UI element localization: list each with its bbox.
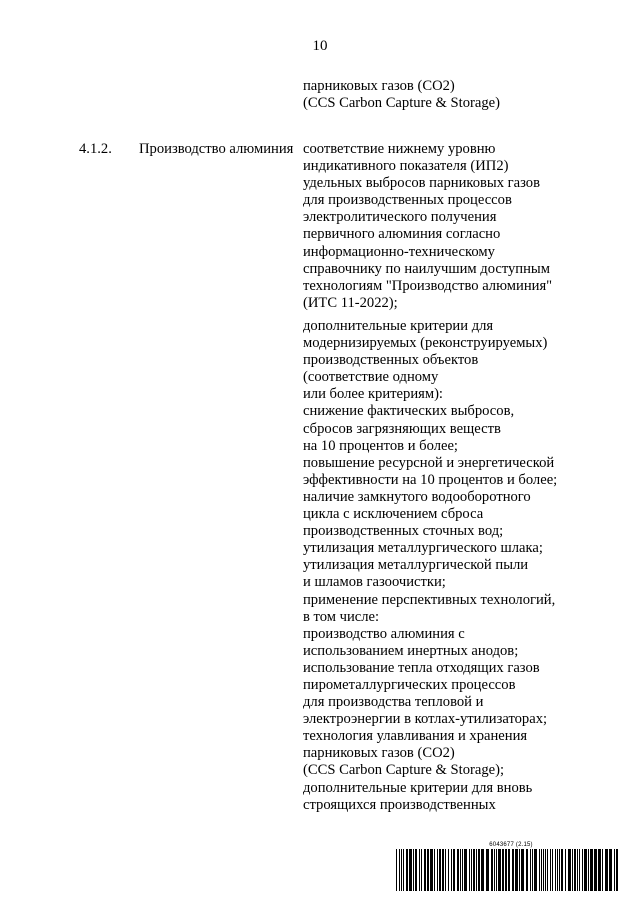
barcode-code: 6043677 (2.15) (489, 842, 533, 848)
text-line: использованием инертных анодов; (303, 642, 519, 659)
text-line: или более критериям): (303, 386, 443, 403)
page-number: 10 (312, 38, 328, 54)
document-barcode (396, 842, 618, 891)
text-line: в том числе: (303, 608, 380, 625)
text-line: (соответствие одному (303, 369, 439, 386)
text-line: (ИТС 11-2022); (303, 294, 398, 311)
text-line: сбросов загрязняющих веществ (303, 420, 501, 437)
text-line: пирометаллургических процессов (303, 676, 516, 693)
text-line: утилизация металлургической пыли (303, 557, 529, 574)
text-line: производство алюминия с (303, 625, 465, 642)
item-number: 4.1.2. (79, 141, 112, 157)
criterion-additional-text (303, 318, 623, 814)
text-line: (CCS Carbon Capture & Storage); (303, 762, 505, 779)
text-line: справочнику по наилучшим доступным (303, 260, 550, 277)
text-line: строящихся производственных (303, 796, 496, 813)
text-line: модернизируемых (реконструируемых) (303, 335, 548, 352)
text-line: электролитического получения (303, 209, 497, 226)
text-line: для производства тепловой и (303, 694, 484, 711)
criterion-primary-text (303, 141, 623, 312)
text-line: и шламов газоочистки; (303, 574, 446, 591)
text-line: технология улавливания и хранения (303, 728, 528, 745)
text-line: производственных объектов (303, 352, 479, 369)
text-line: дополнительные критерии для вновь (303, 779, 533, 796)
text-line: наличие замкнутого водооборотного (303, 488, 531, 505)
text-line: электроэнергии в котлах-утилизаторах; (303, 711, 548, 728)
text-line: дополнительные критерии для (303, 318, 494, 334)
text-line: на 10 процентов и более; (303, 437, 458, 454)
text-line: индикативного показателя (ИП2) (303, 158, 509, 175)
text-line: эффективности на 10 процентов и более; (303, 471, 558, 488)
text-line: соответствие нижнему уровню (303, 141, 496, 157)
text-line: парниковых газов (CO2) (303, 745, 455, 762)
barcode-icon (396, 849, 618, 891)
item-title: Производство алюминия (139, 141, 294, 157)
text-line: информационно-техническому (303, 243, 495, 260)
text-line: снижение фактических выбросов, (303, 403, 515, 420)
text-line: цикла с исключением сброса (303, 506, 484, 523)
text-line: удельных выбросов парниковых газов (303, 175, 540, 192)
continuation-text (303, 78, 623, 112)
text-line: использование тепла отходящих газов (303, 659, 540, 676)
text-line: утилизация металлургического шлака; (303, 540, 543, 557)
text-line: парниковых газов (CO2) (303, 78, 455, 94)
text-line: производственных сточных вод; (303, 523, 504, 540)
text-line: первичного алюминия согласно (303, 226, 501, 243)
text-line: повышение ресурсной и энергетической (303, 454, 555, 471)
text-line: (CCS Carbon Capture & Storage) (303, 95, 500, 112)
text-line: применение перспективных технологий, (303, 591, 556, 608)
text-line: для производственных процессов (303, 192, 512, 209)
text-line: технологиям "Производство алюминия" (303, 277, 553, 294)
